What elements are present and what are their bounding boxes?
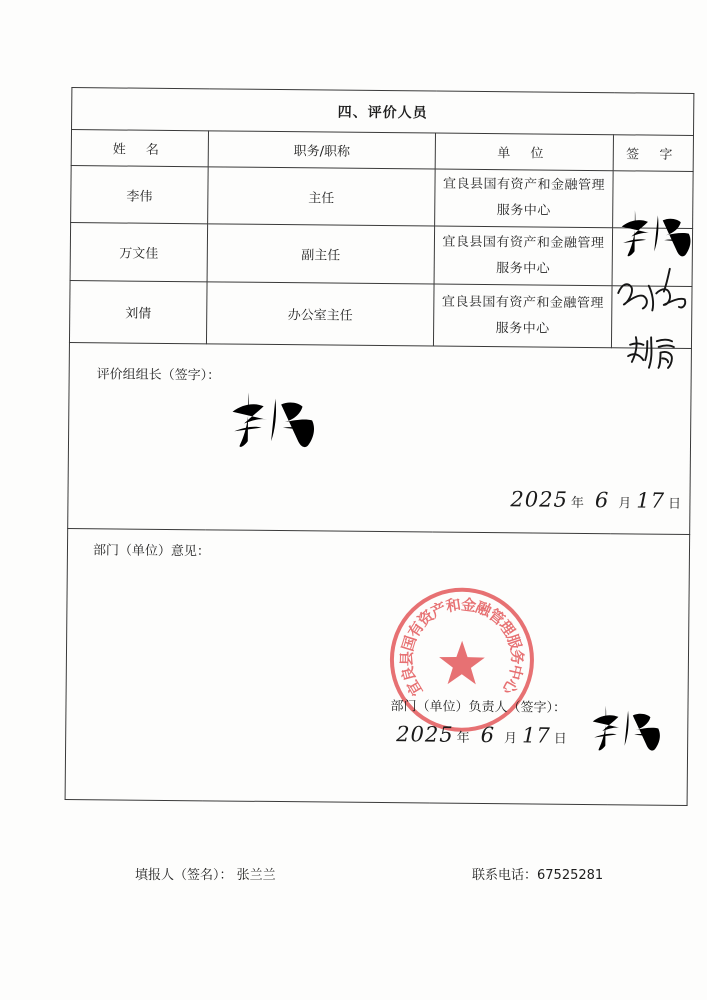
seal-text-path: 宜良县国有资产和金融管理服务中心	[397, 595, 527, 700]
table-row	[70, 223, 693, 287]
cell-signature	[613, 171, 694, 229]
leader-section-row	[68, 343, 692, 535]
filler-label: 填报人（签名）：	[135, 868, 233, 883]
dept-head-signature-label: 部门（单位）负责人（签字）：	[390, 699, 567, 716]
date-day-unit: 日	[667, 496, 682, 512]
unit-line-1: 宜良县国有资产和金融管理	[442, 234, 605, 251]
date-year: 2025	[396, 722, 454, 747]
handwritten-signature	[614, 263, 690, 314]
table-row	[71, 166, 694, 229]
table-title-row	[72, 88, 694, 136]
cell-name: 刘倩	[69, 281, 207, 344]
phone-label: 联系电话：	[472, 868, 538, 883]
date-month-unit: 月	[503, 731, 518, 747]
filler-info	[135, 864, 276, 883]
cell-name: 万文佳	[70, 223, 208, 282]
header-name-text: 姓 名	[112, 142, 167, 158]
contact-info	[472, 864, 603, 883]
date-month: 6	[480, 722, 496, 748]
table-title: 四、评价人员	[337, 104, 428, 121]
unit-line-2: 服务中心	[495, 320, 550, 337]
header-position-text: 职务/职称	[293, 144, 351, 160]
cell-position: 办公室主任	[206, 282, 434, 346]
signature-box	[612, 317, 691, 318]
date-day: 17	[521, 723, 551, 748]
dept-head-handwritten-signature	[586, 692, 667, 763]
dept-section	[65, 529, 690, 806]
date-day-unit: 日	[553, 731, 567, 747]
header-signature-text: 签 字	[626, 147, 681, 163]
header-position	[208, 131, 435, 169]
dept-section-row	[65, 529, 690, 806]
dept-opinion-label: 部门（单位）意见：	[92, 543, 211, 560]
phone-number: 67525281	[537, 868, 604, 883]
header-unit	[435, 133, 613, 171]
cell-position: 主任	[208, 167, 436, 226]
date-day: 17	[636, 488, 666, 513]
header-name	[71, 130, 208, 167]
signature-box	[613, 199, 692, 200]
evaluator-table	[65, 87, 695, 806]
leader-signature-label: 评价组组长（签字）：	[96, 367, 221, 384]
cell-unit	[434, 226, 613, 286]
table-header-row	[71, 130, 693, 172]
date-year-unit: 年	[456, 730, 470, 746]
header-unit-text: 单 位	[497, 146, 552, 162]
unit-line-1: 宜良县国有资产和金融管理	[441, 294, 604, 311]
leader-section	[68, 343, 692, 535]
date-month-unit: 月	[618, 496, 632, 512]
filler-name: 张兰兰	[236, 868, 276, 883]
dept-date	[396, 722, 572, 748]
cell-name: 李伟	[71, 166, 209, 224]
handwritten-signature	[615, 201, 698, 264]
date-year-unit: 年	[570, 495, 584, 511]
header-signature	[613, 135, 693, 172]
unit-line-2: 服务中心	[496, 260, 551, 277]
seal-star	[439, 641, 485, 685]
table-title-cell	[72, 88, 694, 136]
date-month: 6	[594, 488, 610, 513]
unit-line-1: 宜良县国有资产和金融管理	[442, 176, 606, 194]
cell-unit	[433, 284, 612, 348]
dept-section-box	[66, 529, 690, 805]
leader-section-box	[68, 343, 691, 534]
cell-position: 副主任	[207, 224, 435, 284]
leader-date	[510, 487, 686, 513]
unit-line-2: 服务中心	[496, 203, 551, 219]
date-year: 2025	[510, 487, 569, 512]
table-row	[69, 281, 692, 349]
leader-handwritten-signature	[224, 385, 323, 454]
cell-unit	[435, 169, 614, 228]
